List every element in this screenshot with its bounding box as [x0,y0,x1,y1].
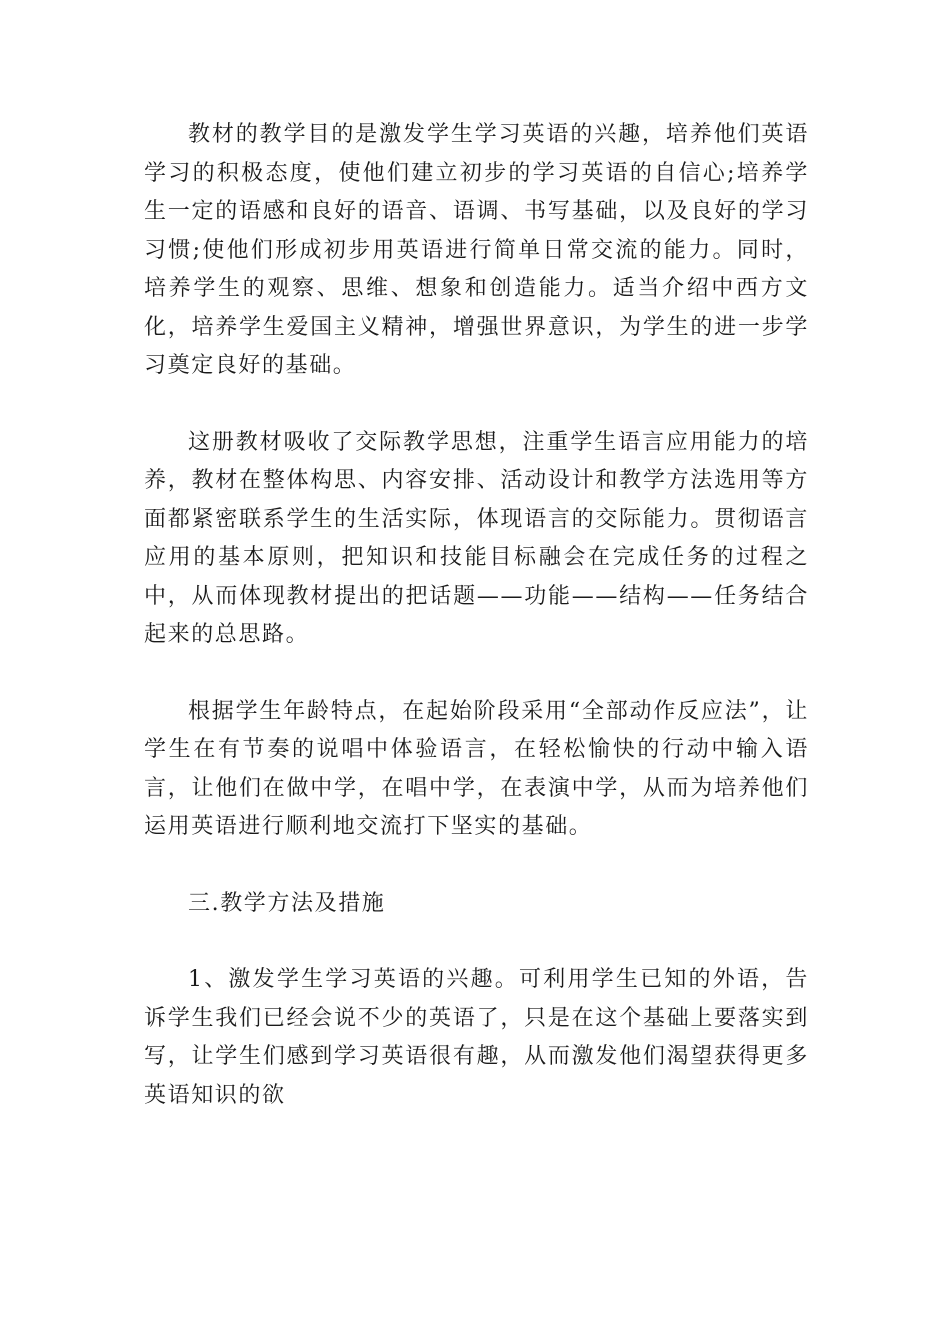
paragraph-method-1: 1、激发学生学习英语的兴趣。可利用学生已知的外语，告诉学生我们已经会说不少的英语了，只是在这个基础上要落实到写，让学生们感到学习英语很有趣，从而激发他们渴望获得更多英语知识的欲 [144,967,809,1108]
document-body [144,116,809,1153]
paragraph-teaching-goals: 教材的教学目的是激发学生学习英语的兴趣，培养他们英语学习的积极态度，使他们建立初步的学习英语的自信心;培养学生一定的语感和良好的语音、语调、书写基础，以及良好的学习习惯;使他们形成初步用英语进行简单日常交流的能力。同时，培养学生的观察、思维、想象和创造能力。适当介绍中西方文化，培养学生爱国主义精神，增强世界意识，为学生的进一步学习奠定良好的基础。 [144,122,809,378]
paragraph-total-physical-response: 根据学生年龄特点，在起始阶段采用“全部动作反应法”，让学生在有节奏的说唱中体验语言，在轻松愉快的行动中输入语言，让他们在做中学，在唱中学，在表演中学，从而为培养他们运用英语进行顺利地交流打下坚实的基础。 [144,698,809,839]
paragraph-communicative-teaching: 这册教材吸收了交际教学思想，注重学生语言应用能力的培养，教材在整体构思、内容安排、活动设计和教学方法选用等方面都紧密联系学生的生活实际，体现语言的交际能力。贯彻语言应用的基本原则，把知识和技能目标融会在完成任务的过程之中，从而体现教材提出的把话题——功能——结构——任务结合起来的总思路。 [144,429,809,647]
section-heading: 三.教学方法及措施 [188,890,386,916]
